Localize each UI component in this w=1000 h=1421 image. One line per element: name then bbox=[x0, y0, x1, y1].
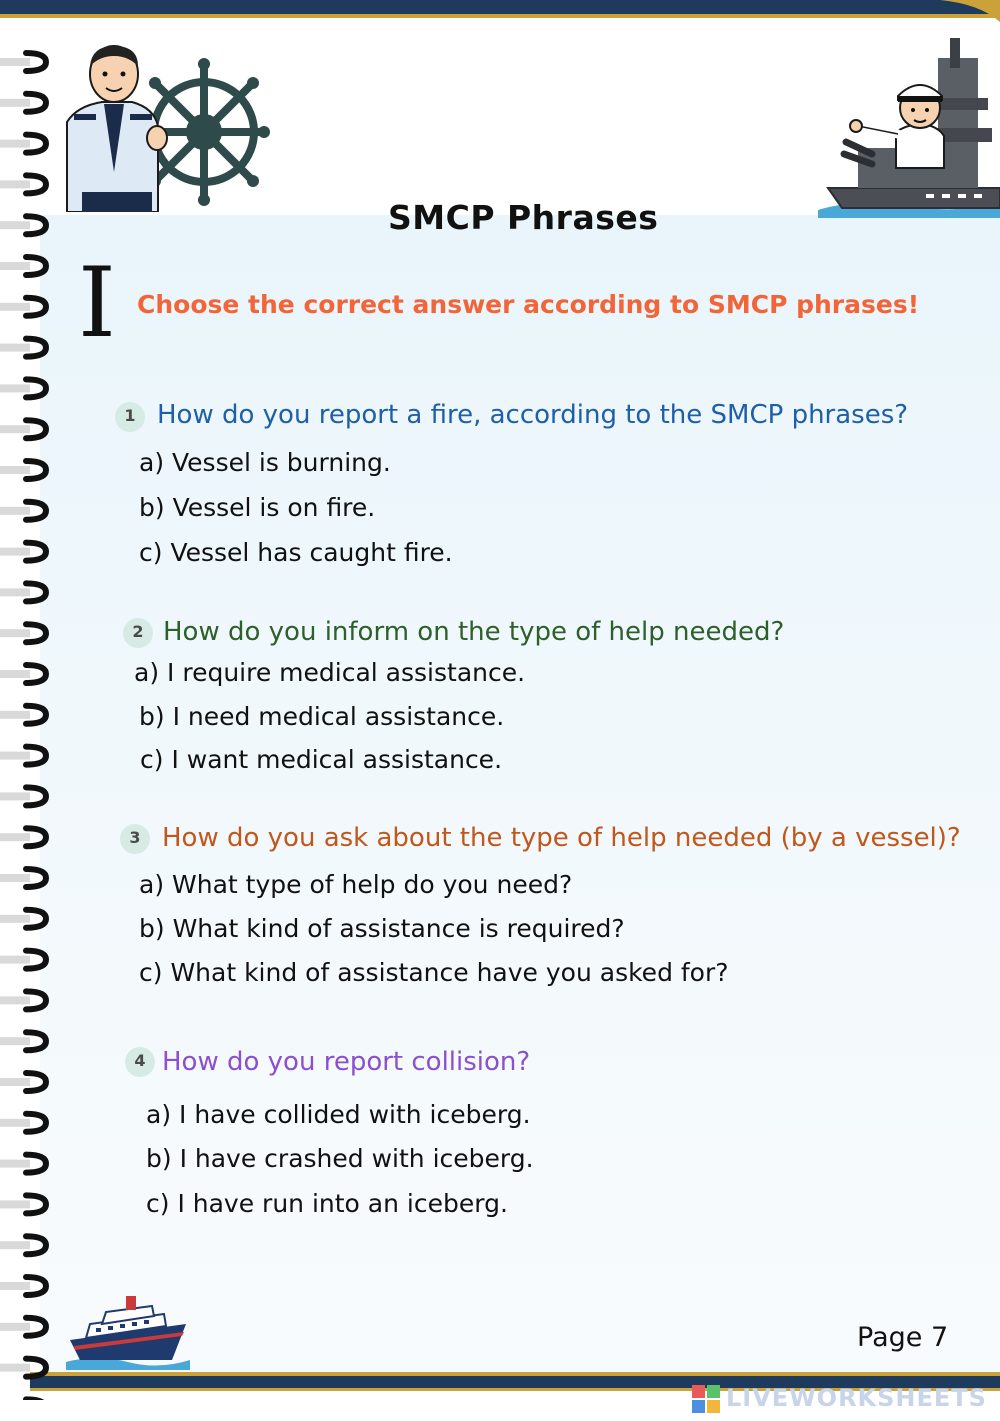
question-1-option-a[interactable]: a) Vessel is burning. bbox=[139, 448, 391, 477]
question-3-option-b[interactable]: b) What kind of assistance is required? bbox=[139, 914, 625, 943]
spiral-ring bbox=[0, 1277, 46, 1295]
spiral-ring bbox=[0, 1155, 46, 1173]
spiral-ring bbox=[0, 502, 46, 520]
spiral-ring bbox=[0, 828, 46, 846]
question-1-option-b[interactable]: b) Vessel is on fire. bbox=[139, 493, 376, 522]
instruction-text: Choose the correct answer according to SMCP phrases! bbox=[137, 290, 920, 319]
spiral-ring bbox=[0, 624, 46, 642]
question-number-badge: 4 bbox=[125, 1047, 155, 1077]
warship-officer-illustration bbox=[818, 38, 1000, 218]
spiral-ring bbox=[0, 1073, 46, 1091]
spiral-ring bbox=[0, 175, 46, 193]
question-1-option-c[interactable]: c) Vessel has caught fire. bbox=[139, 538, 453, 567]
spiral-ring bbox=[0, 787, 46, 805]
spiral-ring bbox=[0, 379, 46, 397]
spiral-ring bbox=[0, 1195, 46, 1213]
page-title: SMCP Phrases bbox=[388, 198, 659, 237]
question-4-text: How do you report collision? bbox=[162, 1047, 531, 1077]
spiral-ring bbox=[0, 1114, 46, 1132]
spiral-ring bbox=[0, 1359, 46, 1377]
question-4-option-a[interactable]: a) I have collided with iceberg. bbox=[146, 1100, 531, 1129]
spiral-ring bbox=[0, 706, 46, 724]
spiral-ring bbox=[0, 216, 46, 234]
spiral-ring bbox=[0, 665, 46, 683]
question-number-badge: 1 bbox=[115, 402, 145, 432]
spiral-ring bbox=[0, 543, 46, 561]
spiral-ring bbox=[0, 53, 46, 71]
watermark-text: LIVEWORKSHEETS bbox=[726, 1384, 987, 1412]
spiral-ring bbox=[0, 420, 46, 438]
spiral-ring bbox=[0, 339, 46, 357]
spiral-ring bbox=[0, 910, 46, 928]
liveworksheets-logo-icon bbox=[692, 1385, 720, 1413]
cruise-ship-illustration bbox=[66, 1290, 190, 1370]
question-3-option-c[interactable]: c) What kind of assistance have you asked for? bbox=[139, 958, 729, 987]
section-numeral: I bbox=[78, 247, 116, 359]
question-4-option-b[interactable]: b) I have crashed with iceberg. bbox=[146, 1144, 534, 1173]
spiral-ring bbox=[0, 991, 46, 1009]
question-2-option-a[interactable]: a) I require medical assistance. bbox=[134, 658, 526, 687]
spiral-ring bbox=[0, 94, 46, 112]
question-2-text: How do you inform on the type of help needed? bbox=[163, 617, 785, 647]
captain-with-wheel-illustration bbox=[62, 42, 272, 212]
spiral-ring bbox=[0, 1032, 46, 1050]
spiral-ring bbox=[0, 461, 46, 479]
page-number: Page 7 bbox=[857, 1322, 949, 1353]
question-2-option-c[interactable]: c) I want medical assistance. bbox=[140, 745, 503, 774]
question-3-text: How do you ask about the type of help needed (by a vessel)? bbox=[162, 823, 961, 853]
question-number-badge: 2 bbox=[123, 618, 153, 648]
spiral-ring bbox=[0, 1318, 46, 1336]
top-border bbox=[0, 0, 1000, 30]
spiral-ring bbox=[0, 1236, 46, 1254]
spiral-ring bbox=[0, 1399, 46, 1400]
spiral-ring bbox=[0, 298, 46, 316]
spiral-ring bbox=[0, 747, 46, 765]
question-4-option-c[interactable]: c) I have run into an iceberg. bbox=[146, 1189, 508, 1218]
spiral-ring bbox=[0, 135, 46, 153]
spiral-binding bbox=[0, 20, 60, 1400]
spiral-ring bbox=[0, 869, 46, 887]
question-2-option-b[interactable]: b) I need medical assistance. bbox=[139, 702, 505, 731]
question-3-option-a[interactable]: a) What type of help do you need? bbox=[139, 870, 573, 899]
question-number-badge: 3 bbox=[120, 824, 150, 854]
spiral-ring bbox=[0, 257, 46, 275]
spiral-ring bbox=[0, 951, 46, 969]
spiral-ring bbox=[0, 583, 46, 601]
question-1-text: How do you report a fire, according to the SMCP phrases? bbox=[157, 400, 909, 430]
